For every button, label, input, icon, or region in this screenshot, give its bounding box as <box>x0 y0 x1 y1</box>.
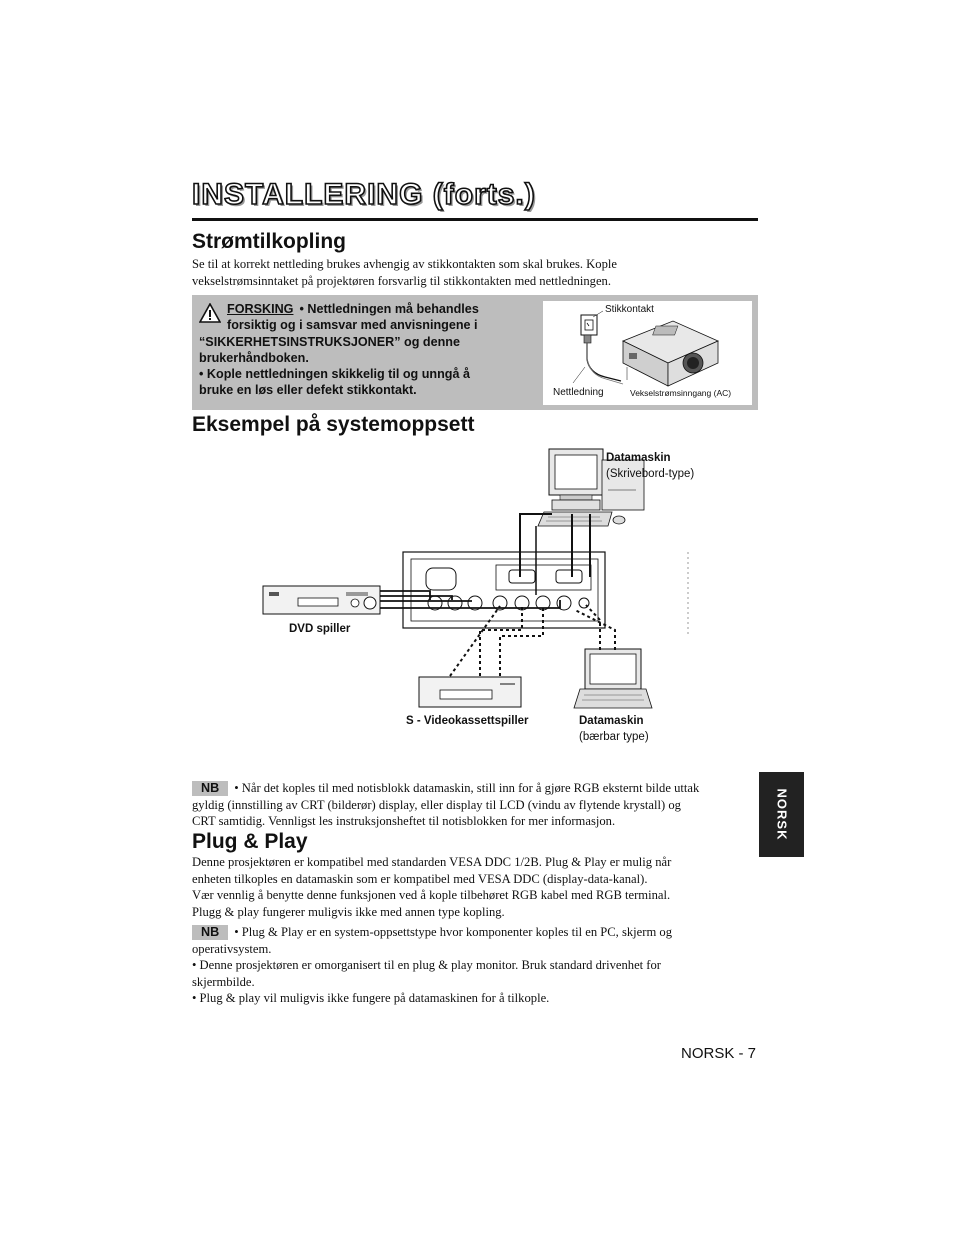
caution-text <box>199 301 539 399</box>
caution-line: bruke en løs eller defekt stikkontakt. <box>199 383 417 398</box>
language-side-tab: NORSK <box>759 772 804 857</box>
page-number: NORSK - 7 <box>680 1045 756 1062</box>
warning-icon <box>199 303 221 323</box>
caution-line: • Kople nettledningen skikkelig til og unngå å <box>199 367 471 382</box>
body-line: Vær vennlig å benytte denne funksjonen ved å kople tilbehøret RGB kabel med RGB terminal. <box>192 888 671 902</box>
caution-line: “SIKKERHETSINSTRUKSJONER” og denne <box>199 334 460 349</box>
plug-play-heading: Plug & Play <box>192 830 308 853</box>
nb-tag: NB <box>192 925 228 940</box>
outlet-label: Stikkontakt <box>605 304 654 315</box>
note-line: gyldig (innstilling av CRT (bilderør) display, eller display til LCD (vindu av flytende krystall) og <box>192 797 681 812</box>
nb-tag: NB <box>192 781 228 796</box>
body-line: enheten tilkoples en datamaskin som er kompatibel med VESA DDC (display-data-kanal). <box>192 871 648 886</box>
vcr-label: S - Videokassettspiller <box>406 715 529 727</box>
laptop-label: Datamaskin <box>579 715 644 727</box>
system-setup-heading: Eksempel på systemoppsett <box>192 413 475 436</box>
power-connection-figure <box>543 301 752 405</box>
plug-play-note: NB • Plug & Play er en system-oppsettstype hvor komponenter koples til en PC, skjerm og operativsystem. • Denne prosjektøren er omorganisert til en plug & play monitor. Bruk standard drivenhet for skjermbilde. • Plug & play vil muligvis ikke fungere på datamaskinen for å tilkople. <box>192 924 758 1007</box>
laptop-note: NB • Når det koples til med notisblokk datamaskin, still inn for å gjøre RGB eksternt bilde uttak gyldig (innstilling av CRT (bilderør) display, eller display til LCD (vindu av flytende krystall) og CRT samtidig. Vennligst les instruksjonsheftet til notisblokken for mer informasjon. <box>192 780 758 830</box>
connection-diagram-illustration <box>258 440 698 750</box>
desktop-label: Datamaskin <box>606 452 671 464</box>
page-title: INSTALLERING (forts.) <box>192 178 536 211</box>
note-line: operativsystem. <box>192 941 272 956</box>
title-rule <box>192 218 758 221</box>
power-body: Se til at korrekt nettleding brukes avhengig av stikkontakten som skal brukes. Kople vekselstrømsinntaket på projektøren forsvarlig til stikkontakten med nettledningen. <box>192 257 617 288</box>
caution-line: • Nettledningen må behandles <box>299 302 479 316</box>
body-line: Denne prosjektøren er kompatibel med standarden VESA DDC 1/2B. Plug & Play er mulig når <box>192 855 672 869</box>
caution-label: FORSKING <box>227 302 294 316</box>
dvd-label: DVD spiller <box>289 623 351 635</box>
note-line: • Denne prosjektøren er omorganisert til en plug & play monitor. Bruk standard drivenhet for <box>192 958 661 972</box>
note-line: CRT samtidig. Vennligst les instruksjonsheftet til notisblokken for mer informasjon. <box>192 814 616 828</box>
body-line: Plugg & play fungerer muligvis ikke med annen type kopling. <box>192 904 505 919</box>
note-line: • Plug & play vil muligvis ikke fungere på datamaskinen for å tilkople. <box>192 991 550 1005</box>
power-heading: Strømtilkopling <box>192 230 346 253</box>
plug-play-body <box>192 854 758 920</box>
desktop-sublabel: (Skrivebord-type) <box>606 468 695 480</box>
ac-inlet-label: Vekselstrømsinngang (AC) <box>630 388 732 398</box>
system-setup-diagram <box>258 440 698 750</box>
caution-line: forsiktig og i samsvar med anvisningene i <box>227 318 478 333</box>
caution-line: brukerhåndboken. <box>199 350 309 365</box>
cord-label: Nettledning <box>553 387 604 398</box>
laptop-sublabel: (bærbar type) <box>579 731 649 743</box>
note-line: skjermbilde. <box>192 974 255 989</box>
